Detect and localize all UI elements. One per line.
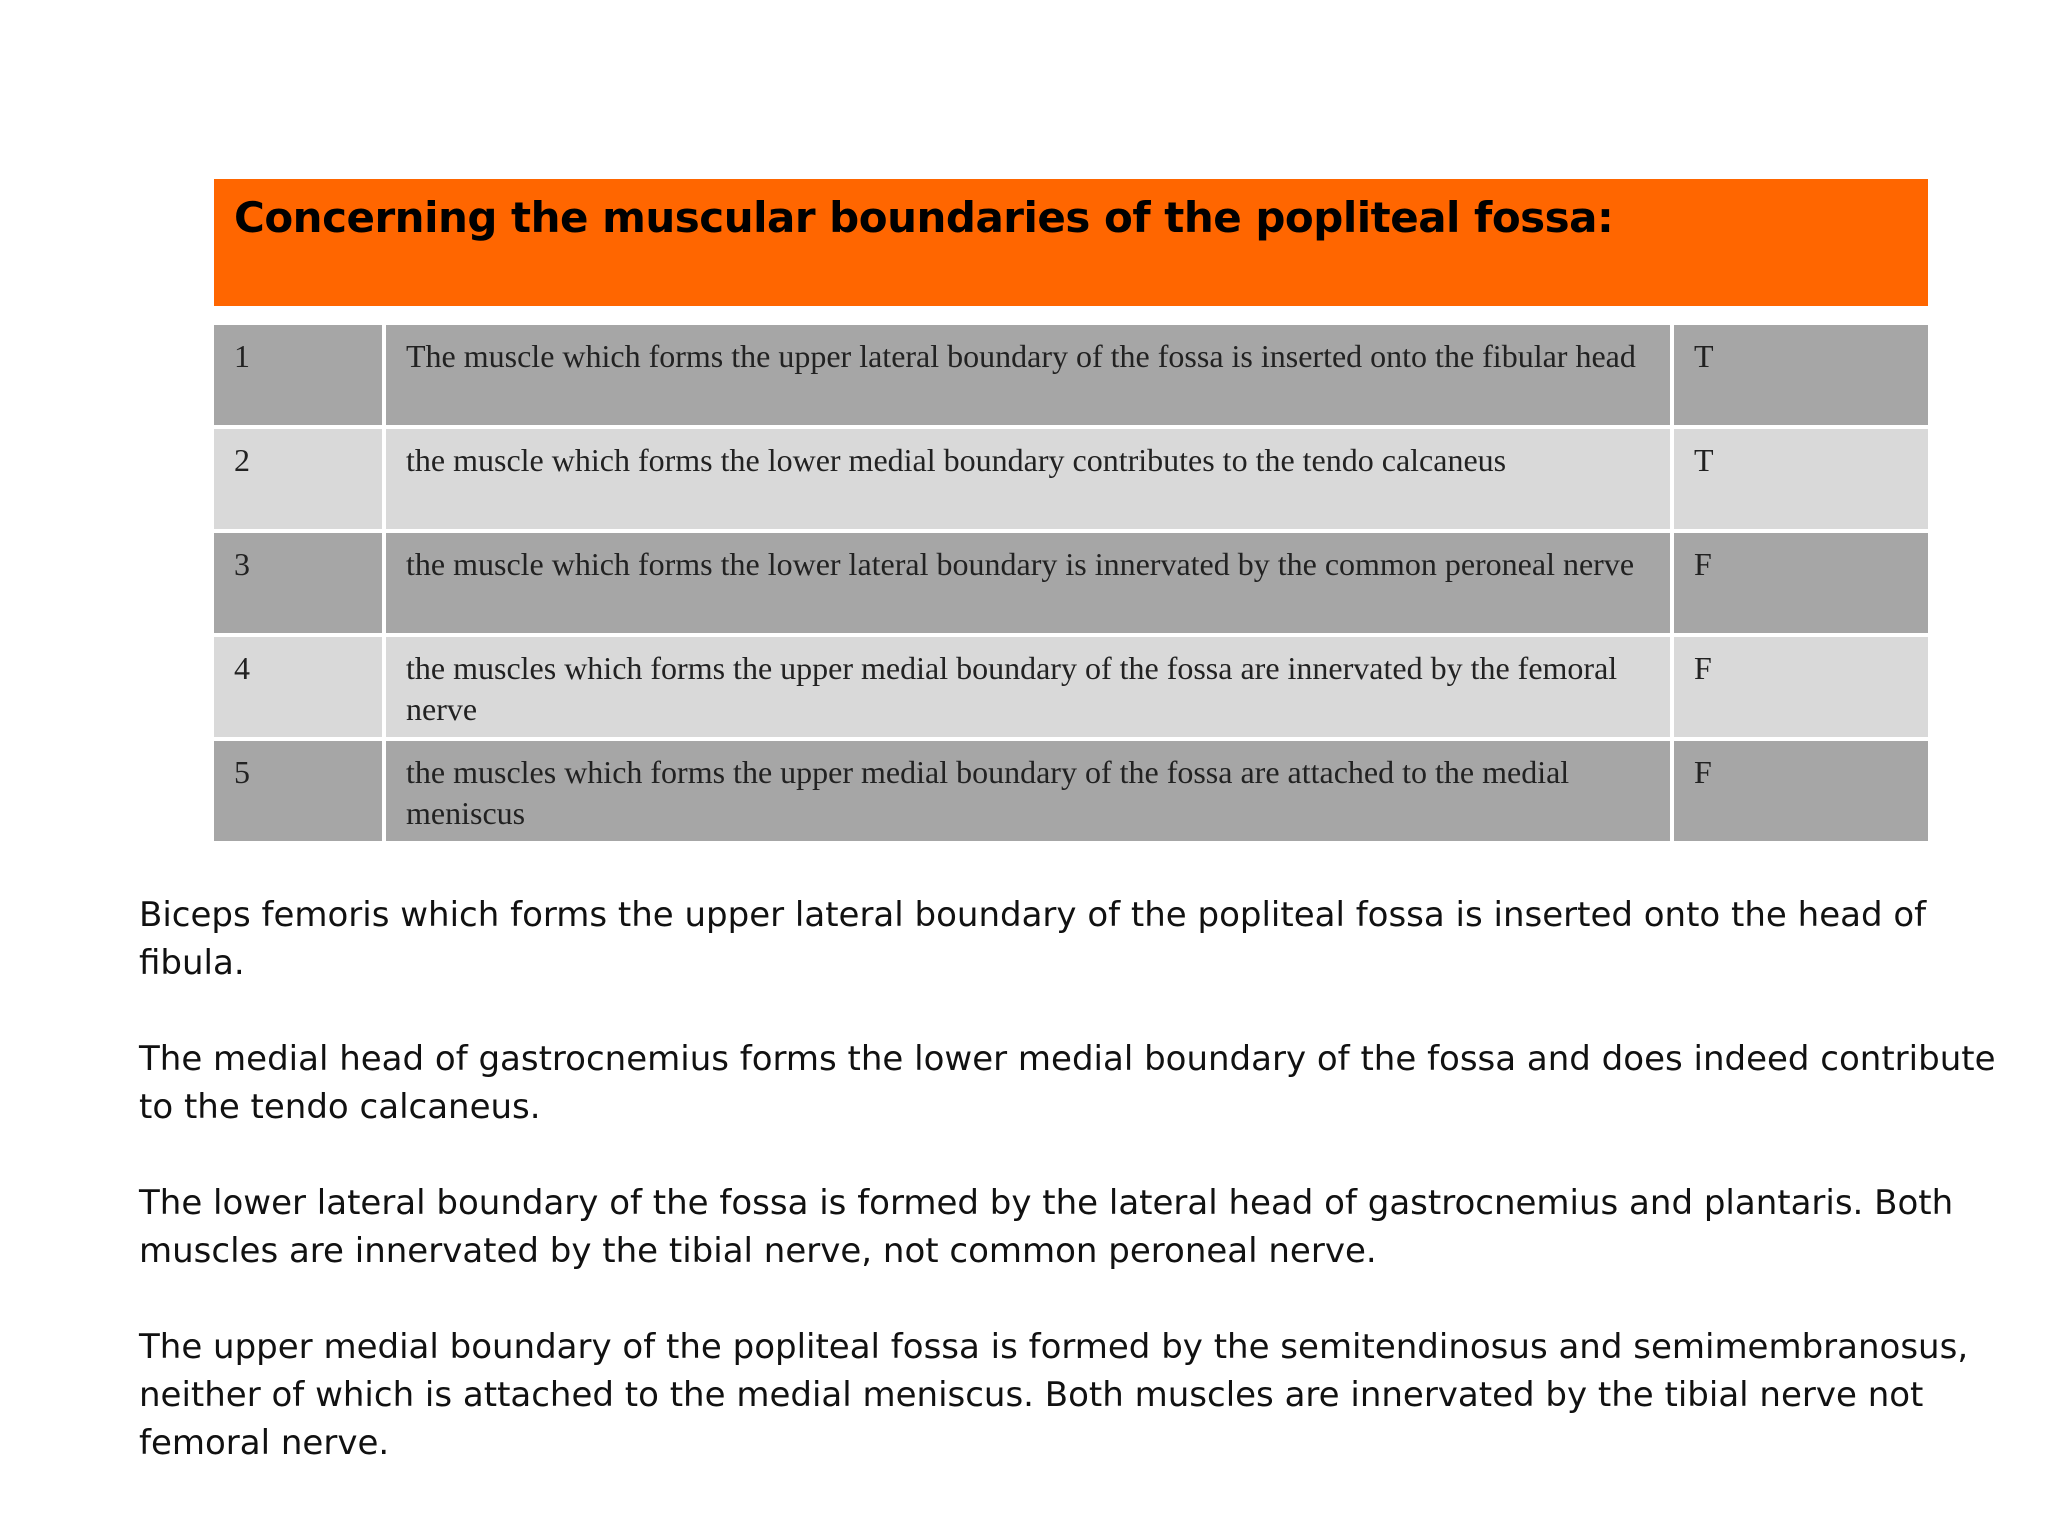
table-row [214,533,1928,637]
row-number: 2 [214,429,386,533]
row-answer: F [1674,533,1928,637]
statements-table [214,325,1928,845]
explanation-paragraph: Biceps femoris which forms the upper lateral boundary of the popliteal fossa is inserted onto the head of fibula. [139,895,1927,983]
question-title: Concerning the muscular boundaries of the popliteal fossa: [234,193,1614,242]
row-statement: the muscles which forms the upper medial boundary of the fossa are attached to the medial meniscus [386,741,1674,845]
explanations [139,891,1999,1515]
row-statement: the muscle which forms the lower medial boundary contributes to the tendo calcaneus [386,429,1674,533]
row-answer: F [1674,741,1928,845]
row-answer: T [1674,325,1928,429]
explanation-paragraph: The upper medial boundary of the popliteal fossa is formed by the semitendinosus and semimembranosus, neither of which is attached to the medial meniscus. Both muscles are innervated by the tibial nerve not femoral nerve. [139,1327,1969,1463]
row-answer: F [1674,637,1928,741]
row-number: 4 [214,637,386,741]
table-row [214,325,1928,429]
explanation-paragraph: The lower lateral boundary of the fossa is formed by the lateral head of gastrocnemius and plantaris. Both muscles are innervated by the tibial nerve, not common peroneal nerve. [139,1183,1954,1271]
explanation-paragraph: The medial head of gastrocnemius forms the lower medial boundary of the fossa and does indeed contribute to the tendo calcaneus. [139,1039,1996,1127]
table-row [214,429,1928,533]
row-answer: T [1674,429,1928,533]
row-number: 3 [214,533,386,637]
table-row [214,741,1928,845]
question-header [214,179,1928,306]
table-row [214,637,1928,741]
row-statement: the muscles which forms the upper medial boundary of the fossa are innervated by the femoral nerve [386,637,1674,741]
row-number: 1 [214,325,386,429]
row-number: 5 [214,741,386,845]
row-statement: the muscle which forms the lower lateral boundary is innervated by the common peroneal nerve [386,533,1674,637]
row-statement: The muscle which forms the upper lateral boundary of the fossa is inserted onto the fibular head [386,325,1674,429]
